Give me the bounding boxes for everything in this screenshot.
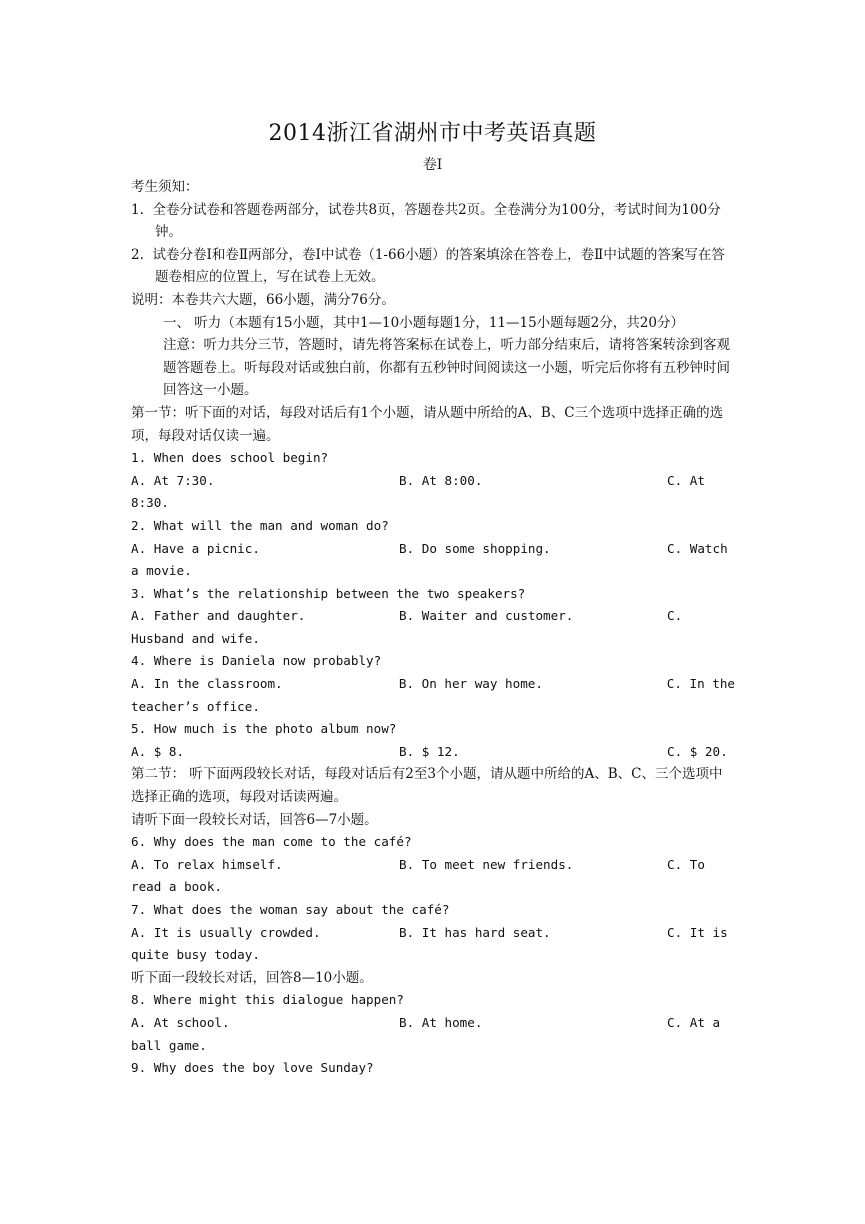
question-6-options — [131, 854, 735, 877]
question-5: 5. How much is the photo album now? — [131, 721, 397, 737]
option-c: C. In the — [666, 676, 735, 692]
question-3-options — [131, 605, 735, 628]
option-c-continued: ball game. — [131, 1037, 207, 1053]
option-c-continued: teacher’s office. — [131, 698, 260, 714]
instruction-item-1 — [131, 199, 735, 244]
instruction-item-2 — [131, 244, 735, 289]
question-8: 8. Where might this dialogue happen? — [131, 992, 404, 1008]
option-b: B. It has hard seat. — [399, 924, 551, 940]
option-c: C. At — [667, 472, 705, 488]
question-1: 1. When does school begin? — [131, 450, 329, 466]
option-c: C. $ 20. — [667, 743, 728, 759]
question-4-options — [131, 673, 735, 696]
question-5-options — [131, 741, 735, 764]
page-title: 2014浙江省湖州市中考英语真题 — [268, 121, 597, 146]
option-c-continued: read a book. — [131, 879, 222, 895]
instructions-heading: 考生须知： — [131, 179, 199, 195]
option-a: A. At school. — [131, 1014, 230, 1030]
option-a: A. To relax himself. — [131, 856, 283, 872]
listening-note: 注意：听力共分三节，答题时，请先将答案标在试卷上，听力部分结束后，请将答案转涂到客观题答题卷上。听每段对话或独白前，你都有五秒钟时间阅读这一小题，听完后你将有五秒钟时间回答这一小题。 — [163, 337, 730, 399]
option-c: C. Watch — [667, 540, 728, 556]
option-b: B. At 8:00. — [399, 472, 483, 488]
question-4: 4. Where is Daniela now probably? — [131, 653, 382, 669]
question-2-options — [131, 538, 735, 561]
option-c-continued: Husband and wife. — [131, 630, 260, 646]
option-c-continued: 8:30. — [131, 495, 169, 511]
listening-section — [131, 312, 735, 335]
option-c-continued: a movie. — [131, 563, 192, 579]
question-1-options — [131, 470, 735, 493]
option-a: A. $ 8. — [131, 743, 185, 759]
instruction-number: 1. — [131, 201, 144, 218]
option-b: B. At home. — [399, 1014, 483, 1030]
option-a: A. Father and daughter. — [131, 608, 306, 624]
document-body — [131, 176, 735, 1080]
option-b: B. $ 12. — [399, 743, 460, 759]
option-b: B. To meet new friends. — [399, 856, 574, 872]
section-1-instruction: 第一节：听下面的对话，每段对话后有1个小题，请从题中所给的A、B、C三个选项中选择正确的选项，每段对话仅读一遍。 — [131, 404, 724, 444]
option-c: C. It is — [667, 924, 728, 940]
option-c: C. At a — [667, 1014, 721, 1030]
dialogue-intro-8-10: 听下面一段较长对话，回答8—10小题。 — [131, 969, 373, 986]
option-a: A. In the classroom. — [131, 676, 283, 692]
option-c: C. To — [667, 856, 705, 872]
instruction-text: 试卷分卷Ⅰ和卷Ⅱ两部分，卷Ⅰ中试卷（1-66小题）的答案填涂在答卷上，卷Ⅱ中试题的答案写在答题卷相应的位置上，写在试卷上无效。 — [152, 246, 725, 286]
option-a: A. Have a picnic. — [131, 540, 260, 556]
option-a: A. At 7:30. — [131, 472, 215, 488]
option-b: B. Waiter and customer. — [399, 608, 574, 624]
paper-part-label: 卷Ⅰ — [422, 157, 443, 173]
option-b: B. On her way home. — [398, 676, 543, 692]
question-8-options — [131, 1012, 735, 1035]
paper-explanation: 说明：本卷共六大题，66小题，满分76分。 — [131, 291, 395, 308]
section-2-instruction: 第二节： 听下面两段较长对话，每段对话后有2至3个小题，请从题中所给的A、B、C、三个选项中选择正确的选项，每段对话读两遍。 — [131, 766, 723, 806]
question-7-options — [131, 922, 735, 945]
option-c: C. — [667, 608, 683, 624]
question-9: 9. Why does the boy love Sunday? — [131, 1060, 374, 1076]
question-7: 7. What does the woman say about the café? — [131, 902, 450, 917]
instruction-number: 2. — [131, 246, 144, 263]
option-b: B. Do some shopping. — [399, 540, 551, 556]
listening-heading: 一、 听力（本题有15小题，其中1—10小题每题1分，11—15小题每题2分，共20分） — [163, 314, 684, 331]
question-6: 6. Why does the man come to the café? — [131, 834, 412, 850]
question-3: 3. What’s the relationship between the two speakers? — [131, 585, 526, 601]
dialogue-intro-6-7: 请听下面一段较长对话，回答6—7小题。 — [131, 811, 378, 828]
question-2: 2. What will the man and woman do? — [131, 517, 389, 533]
option-a: A. It is usually crowded. — [131, 924, 321, 940]
option-c-continued: quite busy today. — [131, 947, 260, 963]
instruction-text: 全卷分试卷和答题卷两部分，试卷共8页，答题卷共2页。全卷满分为100分，考试时间为100分钟。 — [152, 201, 721, 241]
